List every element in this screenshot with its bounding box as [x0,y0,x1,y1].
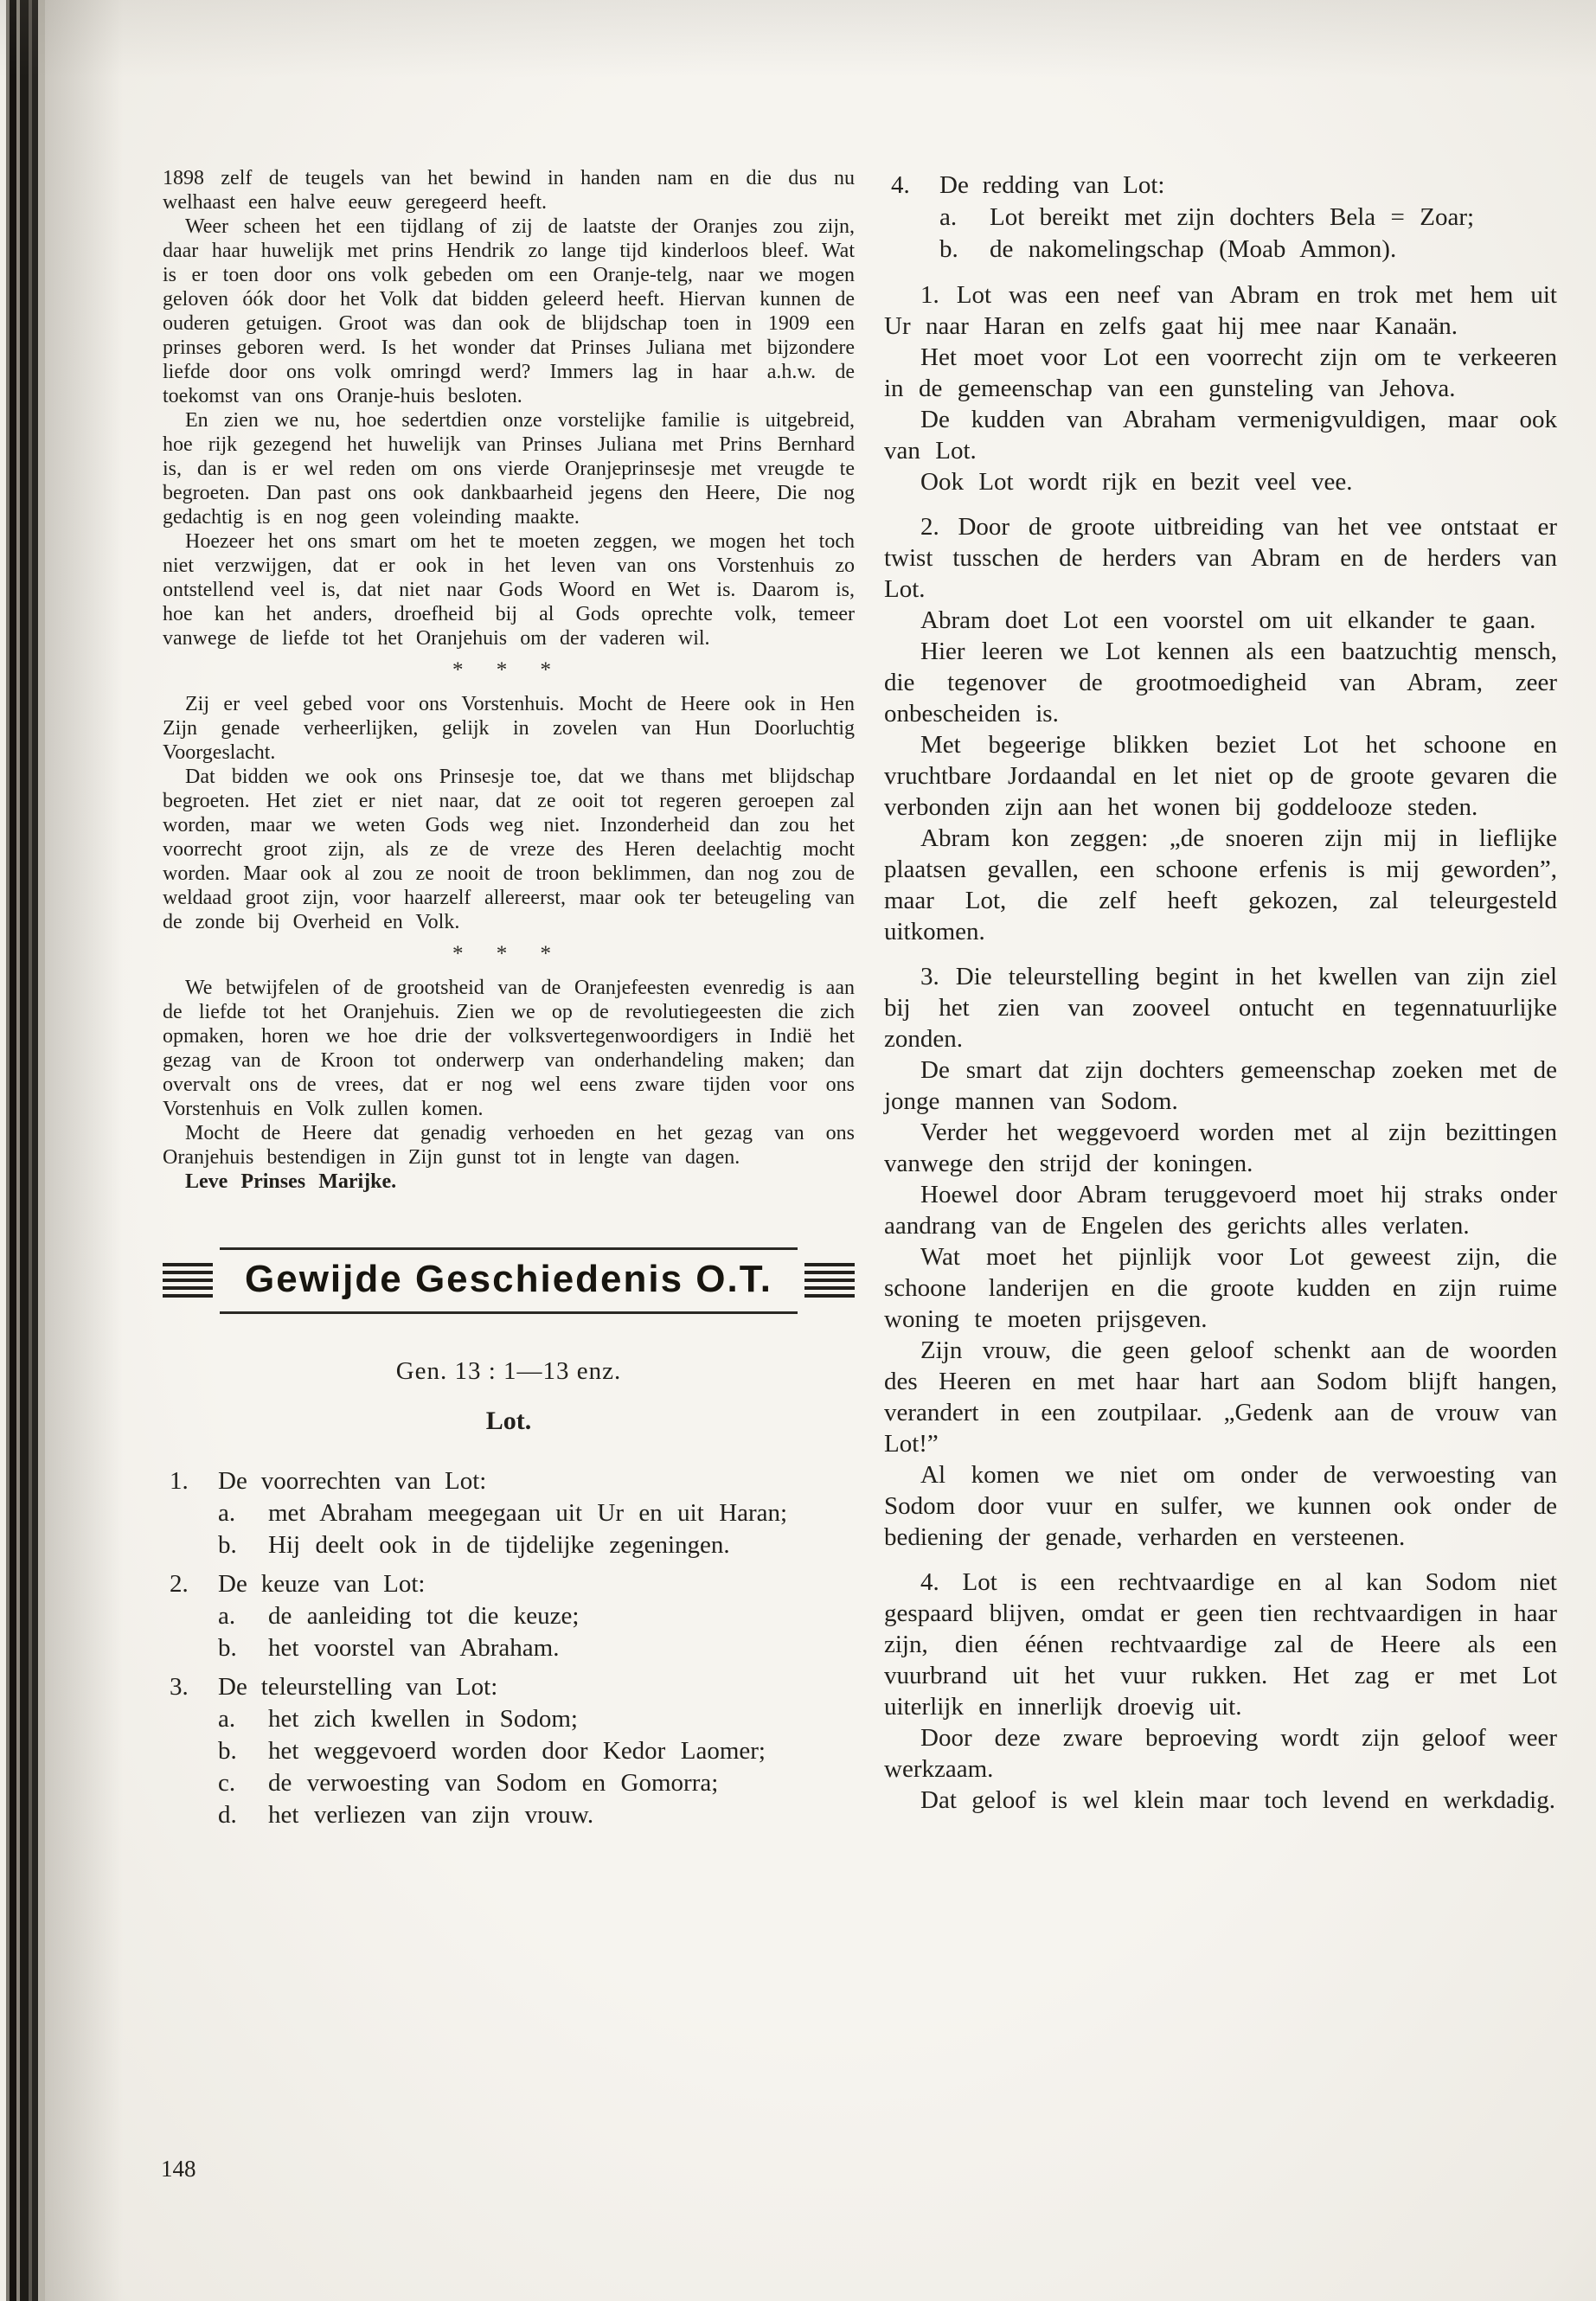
page-number: 148 [161,2156,196,2182]
paragraph: Wat moet het pijnlijk voor Lot geweest zijn, die schoone landerijen en die groote kudden en zijn ruime woning te moeten prijsgeven. [884,1243,1557,1333]
paragraph: Dat bidden we ook ons Prinsesje toe, dat we thans met blijdschap begroeten. Het ziet er niet naar, dat ze ooit tot regeren geroepen zal worden, maar we weten Gods weg niet. Inzonderheid dan zou het voorrecht groot zijn, als ze de vreze des Heren deelachtig mocht worden. Maar ook al zou ze nooit de troon beklimmen, dan nog zou de weldaad groot zijn, voor haarzelf allereerst, maar ook ter beteugeling van de zonde bij Overheid en Volk. [163,766,855,933]
scan-shading [0,0,1596,78]
outline-number: 1. [170,1467,189,1495]
paragraph: Zijn vrouw, die geen geloof schenkt aan de woorden des Heeren en met haar hart aan Sodom blijft hangen, verandert in een zoutpilaar. „Gedenk aan de vrouw van Lot!” [884,1336,1557,1458]
paragraph: Door deze zware beproeving wordt zijn geloof weer werkzaam. [884,1724,1557,1783]
paragraph: Hoezeer het ons smart om het te moeten zeggen, we mogen het toch niet verzwijgen, dat er ook in het leven van ons Vorstenhuis zo ontstellend veel is, dat niet naar Gods Woord en Wet is. Daarom is, hoe kan het anders, droefheid bij al Gods oprechte volk, temeer vanwege de liefde tot het Oranjehuis om der vaderen wil. [163,530,855,650]
right-column [884,170,1557,1816]
lesson-title: Lot. [485,1407,532,1435]
paragraph: Abram kon zeggen: „de snoeren zijn mij in lieflijke plaatsen gevallen, een schoone erfenis is mij geworden”, maar Lot, die zelf heeft gekozen, zal teleurgesteld uitkomen. [884,824,1557,945]
paragraph: Ook Lot wordt rijk en bezit veel vee. [920,468,1353,496]
asterisk-separator: * * * [452,658,565,682]
outline-item [163,1465,855,1561]
book-binding-edge [0,0,45,2301]
outline-item [884,170,1557,266]
outline-subitem: a. de aanleiding tot die keuze; [218,1602,580,1630]
outline-subitem: a. Lot bereikt met zijn dochters Bela = Zoar; [939,203,1475,231]
outline-text: De redding van Lot: [939,171,1165,199]
stripes-decoration-left-icon [163,1263,213,1299]
outline-number: 3. [170,1673,189,1701]
paragraph: Al komen we niet om onder de verwoesting van Sodom door vuur en sulfer, we kunnen ook onder de bediening der genade, verharden en versteenen. [884,1461,1557,1551]
outline-subitem: c. de verwoesting van Sodom en Gomorra; [218,1769,719,1797]
paragraph: Abram doet Lot een voorstel om uit elkander te gaan. [920,606,1536,634]
outline-subitem: b. Hij deelt ook in de tijdelijke zegeningen. [218,1531,730,1559]
paragraph: Mocht de Heere dat genadig verhoeden en het gezag van ons Oranjehuis bestendigen in Zijn gunst tot in lengte van dagen. [163,1122,855,1169]
paragraph: Zij er veel gebed voor ons Vorstenhuis. Mocht de Heere ook in Hen Zijn genade verheerlijken, gelijk in zovelen van Hun Doorluchtig Voorgeslacht. [163,693,855,764]
binding-shadow [45,0,123,2301]
section-header-rule [220,1247,798,1314]
paragraph: De kudden van Abraham vermenigvuldigen, maar ook van Lot. [884,406,1557,465]
outline-subitem: b. de nakomelingschap (Moab Ammon). [939,235,1397,263]
paragraph: Verder het weggevoerd worden met al zijn bezittingen vanwege den strijd der koningen. [884,1118,1557,1177]
outline-subitem: a. het zich kwellen in Sodom; [218,1705,578,1733]
closing-line: Leve Prinses Marijke. [185,1170,397,1193]
outline-text: De voorrechten van Lot: [218,1467,487,1495]
asterisk-separator: * * * [452,942,565,965]
paragraph: De smart dat zijn dochters gemeenschap zoeken met de jonge mannen van Sodom. [884,1056,1557,1115]
outline-item [163,1568,855,1664]
paragraph: 1. Lot was een neef van Abram en trok met hem uit Ur naar Haran en zelfs gaat hij mee naar Kanaän. [884,281,1557,340]
paragraph: En zien we nu, hoe sedertdien onze vorstelijke familie is uitgebreid, hoe rijk gezegend het huwelijk van Prinses Juliana met Prins Bernhard is, dan is er wel reden om ons vierde Oranjeprinsesje met vreugde te begroeten. Dan past ons ook dankbaarheid jegens den Heere, Die nog gedachtig is en nog geen voleinding maakte. [163,409,855,529]
paragraph: 4. Lot is een rechtvaardige en al kan Sodom niet gespaard blijven, omdat er geen tien rechtvaardigen in haar zijn, dien éénen rechtvaardige zal de Heere als een vuurbrand uit het vuur rukken. Het zag er met Lot uiterlijk en innerlijk droevig uit. [884,1568,1557,1721]
section-title: Gewijde Geschiedenis O.T. [245,1258,772,1300]
paragraph: 3. Die teleurstelling begint in het kwellen van zijn ziel bij het zien van zooveel ontucht en tegennatuurlijke zonden. [884,963,1557,1053]
outline-subitem: d. het verliezen van zijn vrouw. [218,1801,594,1829]
paragraph: 2. Door de groote uitbreiding van het vee ontstaat er twist tusschen de herders van Abram en de herders van Lot. [884,513,1557,603]
left-column [163,166,855,1838]
outline-text: De teleurstelling van Lot: [218,1673,498,1701]
paragraph: Hier leeren we Lot kennen als een baatzuchtig mensch, die tegenover de grootmoedigheid van Abram, zeer onbescheiden is. [884,638,1557,727]
paragraph: Dat geloof is wel klein maar toch levend en werkdadig. [920,1786,1555,1814]
paragraph: We betwijfelen of de grootsheid van de Oranjefeesten evenredig is aan de liefde tot het Oranjehuis. Zien we op de revolutiegeesten die zich opmaken, horen we hoe drie der volksvertegenwoordigers in Indië het gezag van de Kroon tot onderwerp van onderhandeling maken; dan overvalt ons de vrees, dat er nog wel eens zware tijden voor ons Vorstenhuis en Volk zullen komen. [163,977,855,1120]
outline-item [163,1671,855,1831]
paragraph: Weer scheen het een tijdlang of zij de laatste der Oranjes zou zijn, daar haar huwelijk met prins Hendrik zo lange tijd kinderloos bleef. Wat is er toen door ons volk gebeden om een Oranje-telg, naar we mogen geloven óók door het Volk dat bidden geleerd heeft. Hiervan kunnen de ouderen getuigen. Groot was dan ook de blijdschap toen in 1909 een prinses geboren werd. Is het wonder dat Prinses Juliana met bijzondere liefde door ons volk omringd werd? Immers lag in haar a.h.w. de toekomst van ons Oranje-huis besloten. [163,215,855,407]
stripes-decoration-right-icon [804,1263,855,1299]
paragraph: Het moet voor Lot een voorrecht zijn om te verkeeren in de gemeenschap van een gunsteling van Jehova. [884,343,1557,402]
scripture-reference: Gen. 13 : 1—13 enz. [395,1357,622,1385]
outline-number: 2. [170,1570,189,1598]
section-header [163,1247,855,1314]
outline-subitem: a. met Abraham meegegaan uit Ur en uit Haran; [218,1499,788,1527]
paragraph: Hoewel door Abram teruggevoerd moet hij straks onder aandrang van de Engelen des gerichts alles verlaten. [884,1181,1557,1240]
paragraph: Met begeerige blikken beziet Lot het schoone en vruchtbare Jordaandal en let niet op de groote gevaren die verbonden zijn aan het wonen bij goddelooze steden. [884,731,1557,821]
outline-subitem: b. het voorstel van Abraham. [218,1634,560,1662]
outline-subitem: b. het weggevoerd worden door Kedor Laomer; [218,1737,766,1765]
outline-text: De keuze van Lot: [218,1570,426,1598]
paragraph: 1898 zelf de teugels van het bewind in handen nam en die dus nu welhaast een halve eeuw geregeerd heeft. [163,167,855,214]
outline-number: 4. [891,171,910,199]
